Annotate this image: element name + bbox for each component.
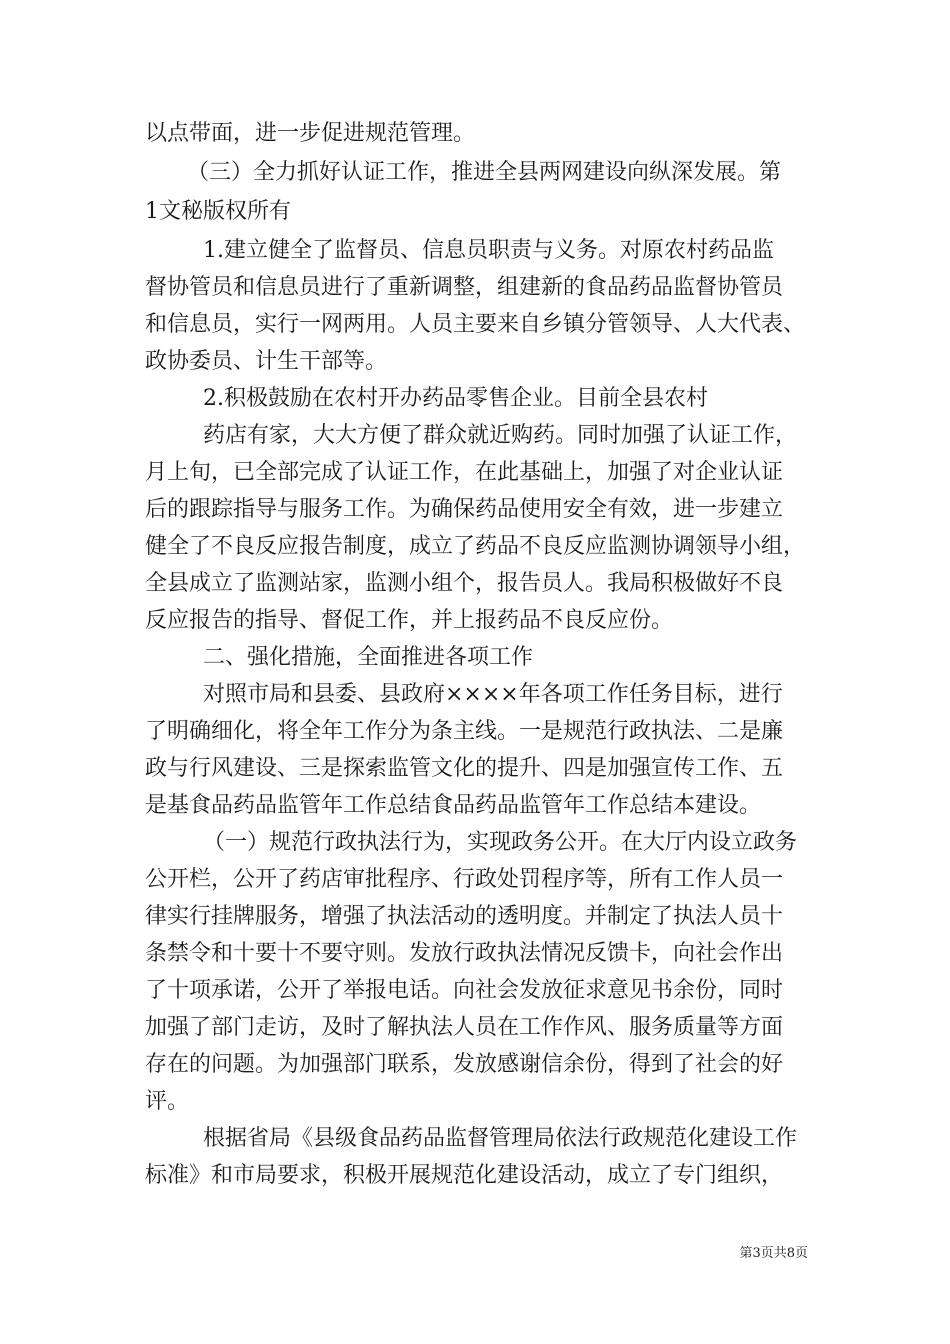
text-line — [0, 749, 950, 789]
line-text: 是基食品药品监管年工作总结食品药品监管年工作总结本建设。 — [145, 793, 762, 818]
text-line — [0, 490, 950, 530]
line-text: （一）规范行政执法行为，实现政务公开。在大厅内设立政务 — [203, 830, 798, 855]
line-text: 了明确细化，将全年工作分为条主线。一是规范行政执法、二是廉 — [145, 719, 784, 744]
text-line — [0, 1082, 950, 1122]
text-line — [0, 1119, 950, 1159]
line-text: 反应报告的指导、督促工作，并上报药品不良反应份。 — [145, 608, 674, 633]
text-line — [0, 305, 950, 345]
text-line — [0, 416, 950, 456]
text-line — [0, 675, 950, 715]
text-line — [0, 114, 950, 154]
line-text: 律实行挂牌服务，增强了执法活动的透明度。并制定了执法人员十 — [145, 904, 784, 929]
text-line — [0, 379, 950, 419]
text-line — [0, 153, 950, 193]
section-heading — [0, 638, 950, 678]
text-line — [0, 564, 950, 604]
line-text: 政与行风建设、三是探索监管文化的提升、四是加强宣传工作、五 — [145, 756, 784, 781]
line-text: 1文秘版权所有 — [145, 199, 291, 224]
text-line — [0, 823, 950, 863]
line-text: 1.建立健全了监督员、信息员职责与义务。对原农村药品监 — [203, 238, 774, 263]
line-text: 条禁令和十要十不要守则。发放行政执法情况反馈卡，向社会作出 — [145, 941, 784, 966]
line-text: 加强了部门走访，及时了解执法人员在工作作风、服务质量等方面 — [145, 1015, 784, 1040]
text-line — [0, 1045, 950, 1085]
text-line — [0, 268, 950, 308]
text-line — [0, 192, 950, 232]
text-line — [0, 971, 950, 1011]
line-text: 了十项承诺，公开了举报电话。向社会发放征求意见书余份，同时 — [145, 978, 784, 1003]
text-line — [0, 527, 950, 567]
text-line — [0, 1008, 950, 1048]
line-text: 督协管员和信息员进行了重新调整，组建新的食品药品监督协管员 — [145, 275, 784, 300]
text-line — [0, 601, 950, 641]
line-text: 后的跟踪指导与服务工作。为确保药品使用安全有效，进一步建立 — [145, 497, 784, 522]
line-text: 公开栏，公开了药店审批程序、行政处罚程序等，所有工作人员一 — [145, 867, 784, 892]
text-line — [0, 786, 950, 826]
text-line — [0, 897, 950, 937]
text-line — [0, 342, 950, 382]
text-line — [0, 231, 950, 271]
line-text: 对照市局和县委、县政府××××年各项工作任务目标，进行 — [203, 682, 783, 707]
line-text: 标准》和市局要求，积极开展规范化建设活动，成立了专门组织， — [145, 1163, 784, 1188]
text-line — [0, 453, 950, 493]
text-line — [0, 860, 950, 900]
line-text: 全县成立了监测站家，监测小组个，报告员人。我局积极做好不良 — [145, 571, 784, 596]
text-line — [0, 712, 950, 752]
line-text: 月上旬，已全部完成了认证工作，在此基础上，加强了对企业认证 — [145, 460, 784, 485]
text-line — [0, 934, 950, 974]
line-text: 药店有家，大大方便了群众就近购药。同时加强了认证工作， — [203, 423, 798, 448]
line-text: 以点带面，进一步促进规范管理。 — [145, 121, 476, 146]
line-text: （三）全力抓好认证工作，推进全县两网建设向纵深发展。第 — [187, 160, 782, 185]
line-text: 2.积极鼓励在农村开办药品零售企业。目前全县农村 — [203, 386, 708, 411]
text-line — [0, 1156, 950, 1196]
line-text: 和信息员，实行一网两用。人员主要来自乡镇分管领导、人大代表、 — [145, 312, 806, 337]
line-text: 二、强化措施，全面推进各项工作 — [203, 645, 534, 670]
line-text: 评。 — [145, 1089, 190, 1114]
line-text: 根据省局《县级食品药品监督管理局依法行政规范化建设工作 — [203, 1126, 798, 1151]
line-text: 存在的问题。为加强部门联系，发放感谢信余份，得到了社会的好 — [145, 1052, 784, 1077]
line-text: 政协委员、计生干部等。 — [145, 349, 388, 374]
line-text: 健全了不良反应报告制度，成立了药品不良反应监测协调领导小组， — [145, 534, 806, 559]
page-number: 第3页共8页 — [739, 1246, 808, 1261]
